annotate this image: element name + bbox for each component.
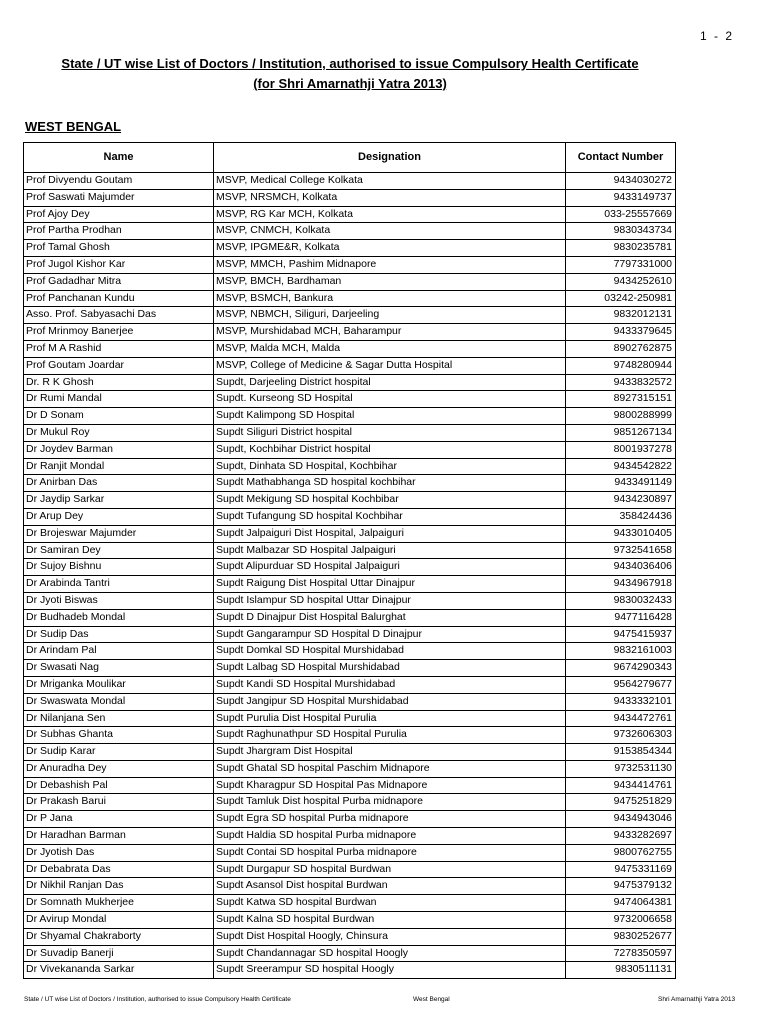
- table-row: [24, 391, 676, 408]
- cell-contact: 9474064381: [566, 895, 676, 912]
- cell-contact: 7278350597: [566, 945, 676, 962]
- table-row: [24, 424, 676, 441]
- cell-contact: 7797331000: [566, 256, 676, 273]
- cell-contact: 9433149737: [566, 189, 676, 206]
- cell-designation: Supdt Durgapur SD hospital Burdwan: [214, 861, 566, 878]
- cell-contact: 9564279677: [566, 676, 676, 693]
- table-row: [24, 710, 676, 727]
- cell-contact: 9800288999: [566, 408, 676, 425]
- cell-name: Dr Swasati Nag: [24, 660, 214, 677]
- doctors-table: [23, 142, 676, 979]
- cell-name: Dr Jyoti Biswas: [24, 592, 214, 609]
- table-row: [24, 290, 676, 307]
- table-row: [24, 559, 676, 576]
- table-row: [24, 324, 676, 341]
- cell-designation: Supdt Kalna SD hospital Burdwan: [214, 912, 566, 929]
- cell-name: Dr Vivekananda Sarkar: [24, 962, 214, 979]
- cell-contact: 9434967918: [566, 576, 676, 593]
- cell-designation: Supdt D Dinajpur Dist Hospital Balurghat: [214, 609, 566, 626]
- cell-contact: 9433832572: [566, 374, 676, 391]
- footer-state: West Bengal: [413, 996, 450, 1003]
- cell-name: Dr Prakash Barui: [24, 794, 214, 811]
- cell-name: Prof Mrinmoy Banerjee: [24, 324, 214, 341]
- cell-contact: 9851267134: [566, 424, 676, 441]
- table-row: [24, 525, 676, 542]
- cell-name: Dr Swaswata Mondal: [24, 693, 214, 710]
- cell-name: Prof Saswati Majumder: [24, 189, 214, 206]
- cell-name: Prof M A Rashid: [24, 340, 214, 357]
- cell-name: Dr Somnath Mukherjee: [24, 895, 214, 912]
- table-row: [24, 576, 676, 593]
- cell-contact: 9475415937: [566, 626, 676, 643]
- cell-contact: 9153854344: [566, 744, 676, 761]
- table-row: [24, 760, 676, 777]
- cell-designation: Supdt Raghunathpur SD Hospital Purulia: [214, 727, 566, 744]
- table-row: [24, 794, 676, 811]
- cell-name: Dr Subhas Ghanta: [24, 727, 214, 744]
- table-row: [24, 458, 676, 475]
- cell-designation: Supdt Sreerampur SD hospital Hoogly: [214, 962, 566, 979]
- cell-name: Dr Arabinda Tantri: [24, 576, 214, 593]
- table-row: [24, 828, 676, 845]
- table-row: [24, 441, 676, 458]
- cell-contact: 9434943046: [566, 811, 676, 828]
- cell-name: Dr Debashish Pal: [24, 777, 214, 794]
- cell-contact: 9732606303: [566, 727, 676, 744]
- cell-contact: 9732531130: [566, 760, 676, 777]
- cell-contact: 033-25557669: [566, 206, 676, 223]
- cell-contact: 9433332101: [566, 693, 676, 710]
- cell-designation: Supdt Mekigung SD hospital Kochbibar: [214, 492, 566, 509]
- cell-contact: 9433379645: [566, 324, 676, 341]
- cell-designation: Supdt, Darjeeling District hospital: [214, 374, 566, 391]
- cell-contact: 9832161003: [566, 643, 676, 660]
- cell-designation: Supdt Kalimpong SD Hospital: [214, 408, 566, 425]
- cell-contact: 9732541658: [566, 542, 676, 559]
- cell-name: Dr Rumi Mandal: [24, 391, 214, 408]
- cell-designation: Supdt Haldia SD hospital Purba midnapore: [214, 828, 566, 845]
- table-row: [24, 861, 676, 878]
- cell-name: Asso. Prof. Sabyasachi Das: [24, 307, 214, 324]
- cell-designation: Supdt, Kochbihar District hospital: [214, 441, 566, 458]
- cell-contact: 9748280944: [566, 357, 676, 374]
- cell-name: Dr Sujoy Bishnu: [24, 559, 214, 576]
- cell-name: Prof Gadadhar Mitra: [24, 273, 214, 290]
- table-row: [24, 173, 676, 190]
- cell-name: Dr Suvadip Banerji: [24, 945, 214, 962]
- cell-name: Dr Sudip Das: [24, 626, 214, 643]
- cell-designation: Supdt Tamluk Dist hospital Purba midnapore: [214, 794, 566, 811]
- cell-name: Dr Ranjit Mondal: [24, 458, 214, 475]
- cell-designation: Supdt Gangarampur SD Hospital D Dinajpur: [214, 626, 566, 643]
- cell-name: Dr Anirban Das: [24, 475, 214, 492]
- table-row: [24, 626, 676, 643]
- table-row: [24, 643, 676, 660]
- cell-name: Dr Anuradha Dey: [24, 760, 214, 777]
- cell-contact: 9674290343: [566, 660, 676, 677]
- cell-designation: MSVP, NRSMCH, Kolkata: [214, 189, 566, 206]
- cell-contact: 9433491149: [566, 475, 676, 492]
- table-row: [24, 660, 676, 677]
- document-subtitle: (for Shri Amarnathji Yatra 2013): [253, 76, 447, 91]
- cell-designation: Supdt Kandi SD Hospital Murshidabad: [214, 676, 566, 693]
- document-title: State / UT wise List of Doctors / Institution, authorised to issue Compulsory Health Certificate: [61, 56, 639, 71]
- cell-name: Prof Tamal Ghosh: [24, 240, 214, 257]
- cell-designation: MSVP, Malda MCH, Malda: [214, 340, 566, 357]
- cell-name: Dr Arup Dey: [24, 508, 214, 525]
- table-row: [24, 374, 676, 391]
- table-row: [24, 744, 676, 761]
- cell-designation: MSVP, Medical College Kolkata: [214, 173, 566, 190]
- table-row: [24, 189, 676, 206]
- cell-name: Dr Brojeswar Majumder: [24, 525, 214, 542]
- table-row: [24, 307, 676, 324]
- cell-designation: Supdt Contai SD hospital Purba midnapore: [214, 844, 566, 861]
- cell-name: Dr Mriganka Moulikar: [24, 676, 214, 693]
- cell-name: Dr Jaydip Sarkar: [24, 492, 214, 509]
- cell-name: Dr Sudip Karar: [24, 744, 214, 761]
- column-header-contact: Contact Number: [566, 143, 676, 173]
- footer-event: Shri Amarnathji Yatra 2013: [658, 996, 736, 1003]
- table-row: [24, 609, 676, 626]
- table-row: [24, 693, 676, 710]
- table-row: [24, 475, 676, 492]
- cell-contact: 8902762875: [566, 340, 676, 357]
- cell-name: Dr Haradhan Barman: [24, 828, 214, 845]
- table-row: [24, 945, 676, 962]
- cell-designation: Supdt Dist Hospital Hoogly, Chinsura: [214, 928, 566, 945]
- cell-contact: 9830252677: [566, 928, 676, 945]
- cell-designation: MSVP, BMCH, Bardhaman: [214, 273, 566, 290]
- cell-name: Dr Arindam Pal: [24, 643, 214, 660]
- cell-name: Dr Debabrata Das: [24, 861, 214, 878]
- table-row: [24, 912, 676, 929]
- cell-designation: Supdt Jangipur SD Hospital Murshidabad: [214, 693, 566, 710]
- cell-designation: MSVP, BSMCH, Bankura: [214, 290, 566, 307]
- cell-contact: 03242-250981: [566, 290, 676, 307]
- table-row: [24, 340, 676, 357]
- cell-contact: 9434414761: [566, 777, 676, 794]
- cell-designation: Supdt Ghatal SD hospital Paschim Midnapore: [214, 760, 566, 777]
- cell-name: Prof Goutam Joardar: [24, 357, 214, 374]
- cell-name: Dr Nikhil Ranjan Das: [24, 878, 214, 895]
- cell-contact: 9830343734: [566, 223, 676, 240]
- cell-contact: 9434542822: [566, 458, 676, 475]
- cell-name: Prof Panchanan Kundu: [24, 290, 214, 307]
- cell-designation: Supdt Islampur SD hospital Uttar Dinajpur: [214, 592, 566, 609]
- cell-contact: 9475379132: [566, 878, 676, 895]
- table-row: [24, 492, 676, 509]
- cell-designation: Supdt Purulia Dist Hospital Purulia: [214, 710, 566, 727]
- cell-designation: MSVP, NBMCH, Siliguri, Darjeeling: [214, 307, 566, 324]
- cell-contact: 9732006658: [566, 912, 676, 929]
- cell-name: Dr Nilanjana Sen: [24, 710, 214, 727]
- cell-designation: MSVP, IPGME&R, Kolkata: [214, 240, 566, 257]
- cell-designation: MSVP, CNMCH, Kolkata: [214, 223, 566, 240]
- cell-name: Dr Avirup Mondal: [24, 912, 214, 929]
- cell-designation: Supdt Domkal SD Hospital Murshidabad: [214, 643, 566, 660]
- cell-name: Prof Partha Prodhan: [24, 223, 214, 240]
- cell-designation: MSVP, MMCH, Pashim Midnapore: [214, 256, 566, 273]
- cell-designation: Supdt Kharagpur SD Hospital Pas Midnapore: [214, 777, 566, 794]
- table-row: [24, 273, 676, 290]
- cell-contact: 9434472761: [566, 710, 676, 727]
- cell-name: Dr. R K Ghosh: [24, 374, 214, 391]
- table-row: [24, 408, 676, 425]
- cell-contact: 9434252610: [566, 273, 676, 290]
- table-row: [24, 223, 676, 240]
- cell-name: Dr Jyotish Das: [24, 844, 214, 861]
- cell-contact: 358424436: [566, 508, 676, 525]
- cell-name: Dr P Jana: [24, 811, 214, 828]
- table-row: [24, 357, 676, 374]
- cell-designation: Supdt Egra SD hospital Purba midnapore: [214, 811, 566, 828]
- cell-contact: 9434230897: [566, 492, 676, 509]
- cell-name: Dr Samiran Dey: [24, 542, 214, 559]
- table-row: [24, 508, 676, 525]
- cell-designation: Supdt Jalpaiguri Dist Hospital, Jalpaiguri: [214, 525, 566, 542]
- cell-name: Prof Divyendu Goutam: [24, 173, 214, 190]
- cell-designation: Supdt Raigung Dist Hospital Uttar Dinajpur: [214, 576, 566, 593]
- cell-designation: Supdt Malbazar SD Hospital Jalpaiguri: [214, 542, 566, 559]
- table-header-row: [24, 143, 676, 173]
- table-row: [24, 676, 676, 693]
- cell-designation: Supdt Katwa SD hospital Burdwan: [214, 895, 566, 912]
- cell-contact: 9830511131: [566, 962, 676, 979]
- cell-designation: Supdt Asansol Dist hospital Burdwan: [214, 878, 566, 895]
- cell-contact: 9433282697: [566, 828, 676, 845]
- page-number: 1 - 2: [700, 29, 735, 43]
- cell-designation: Supdt Chandannagar SD hospital Hoogly: [214, 945, 566, 962]
- footer-document-title: State / UT wise List of Doctors / Institution, authorised to issue Compulsory Health Certificate: [24, 996, 291, 1003]
- cell-name: Dr Budhadeb Mondal: [24, 609, 214, 626]
- table-row: [24, 592, 676, 609]
- cell-designation: Supdt Tufangung SD hospital Kochbihar: [214, 508, 566, 525]
- cell-designation: MSVP, RG Kar MCH, Kolkata: [214, 206, 566, 223]
- cell-contact: 9433010405: [566, 525, 676, 542]
- column-header-name: Name: [24, 143, 214, 173]
- cell-contact: 8927315151: [566, 391, 676, 408]
- cell-name: Dr Mukul Roy: [24, 424, 214, 441]
- table-row: [24, 542, 676, 559]
- cell-name: Prof Jugol Kishor Kar: [24, 256, 214, 273]
- cell-designation: Supdt Mathabhanga SD hospital kochbihar: [214, 475, 566, 492]
- state-heading: WEST BENGAL: [25, 119, 122, 134]
- table-row: [24, 240, 676, 257]
- cell-contact: 9830032433: [566, 592, 676, 609]
- cell-contact: 9475331169: [566, 861, 676, 878]
- table-row: [24, 811, 676, 828]
- cell-name: Dr Shyamal Chakraborty: [24, 928, 214, 945]
- cell-contact: 9800762755: [566, 844, 676, 861]
- table-row: [24, 256, 676, 273]
- cell-contact: 9475251829: [566, 794, 676, 811]
- table-row: [24, 777, 676, 794]
- cell-contact: 9434030272: [566, 173, 676, 190]
- cell-name: Prof Ajoy Dey: [24, 206, 214, 223]
- cell-contact: 9830235781: [566, 240, 676, 257]
- table-row: [24, 962, 676, 979]
- cell-designation: Supdt Lalbag SD Hospital Murshidabad: [214, 660, 566, 677]
- cell-designation: Supdt. Kurseong SD Hospital: [214, 391, 566, 408]
- table-row: [24, 844, 676, 861]
- table-row: [24, 206, 676, 223]
- cell-designation: Supdt Jhargram Dist Hospital: [214, 744, 566, 761]
- cell-name: Dr D Sonam: [24, 408, 214, 425]
- table-row: [24, 878, 676, 895]
- table-row: [24, 727, 676, 744]
- cell-designation: MSVP, College of Medicine & Sagar Dutta Hospital: [214, 357, 566, 374]
- cell-designation: Supdt, Dinhata SD Hospital, Kochbihar: [214, 458, 566, 475]
- cell-designation: MSVP, Murshidabad MCH, Baharampur: [214, 324, 566, 341]
- cell-name: Dr Joydev Barman: [24, 441, 214, 458]
- table-row: [24, 895, 676, 912]
- cell-designation: Supdt Alipurduar SD Hospital Jalpaiguri: [214, 559, 566, 576]
- table-row: [24, 928, 676, 945]
- cell-designation: Supdt Siliguri District hospital: [214, 424, 566, 441]
- column-header-designation: Designation: [214, 143, 566, 173]
- cell-contact: 8001937278: [566, 441, 676, 458]
- cell-contact: 9434036406: [566, 559, 676, 576]
- cell-contact: 9477116428: [566, 609, 676, 626]
- cell-contact: 9832012131: [566, 307, 676, 324]
